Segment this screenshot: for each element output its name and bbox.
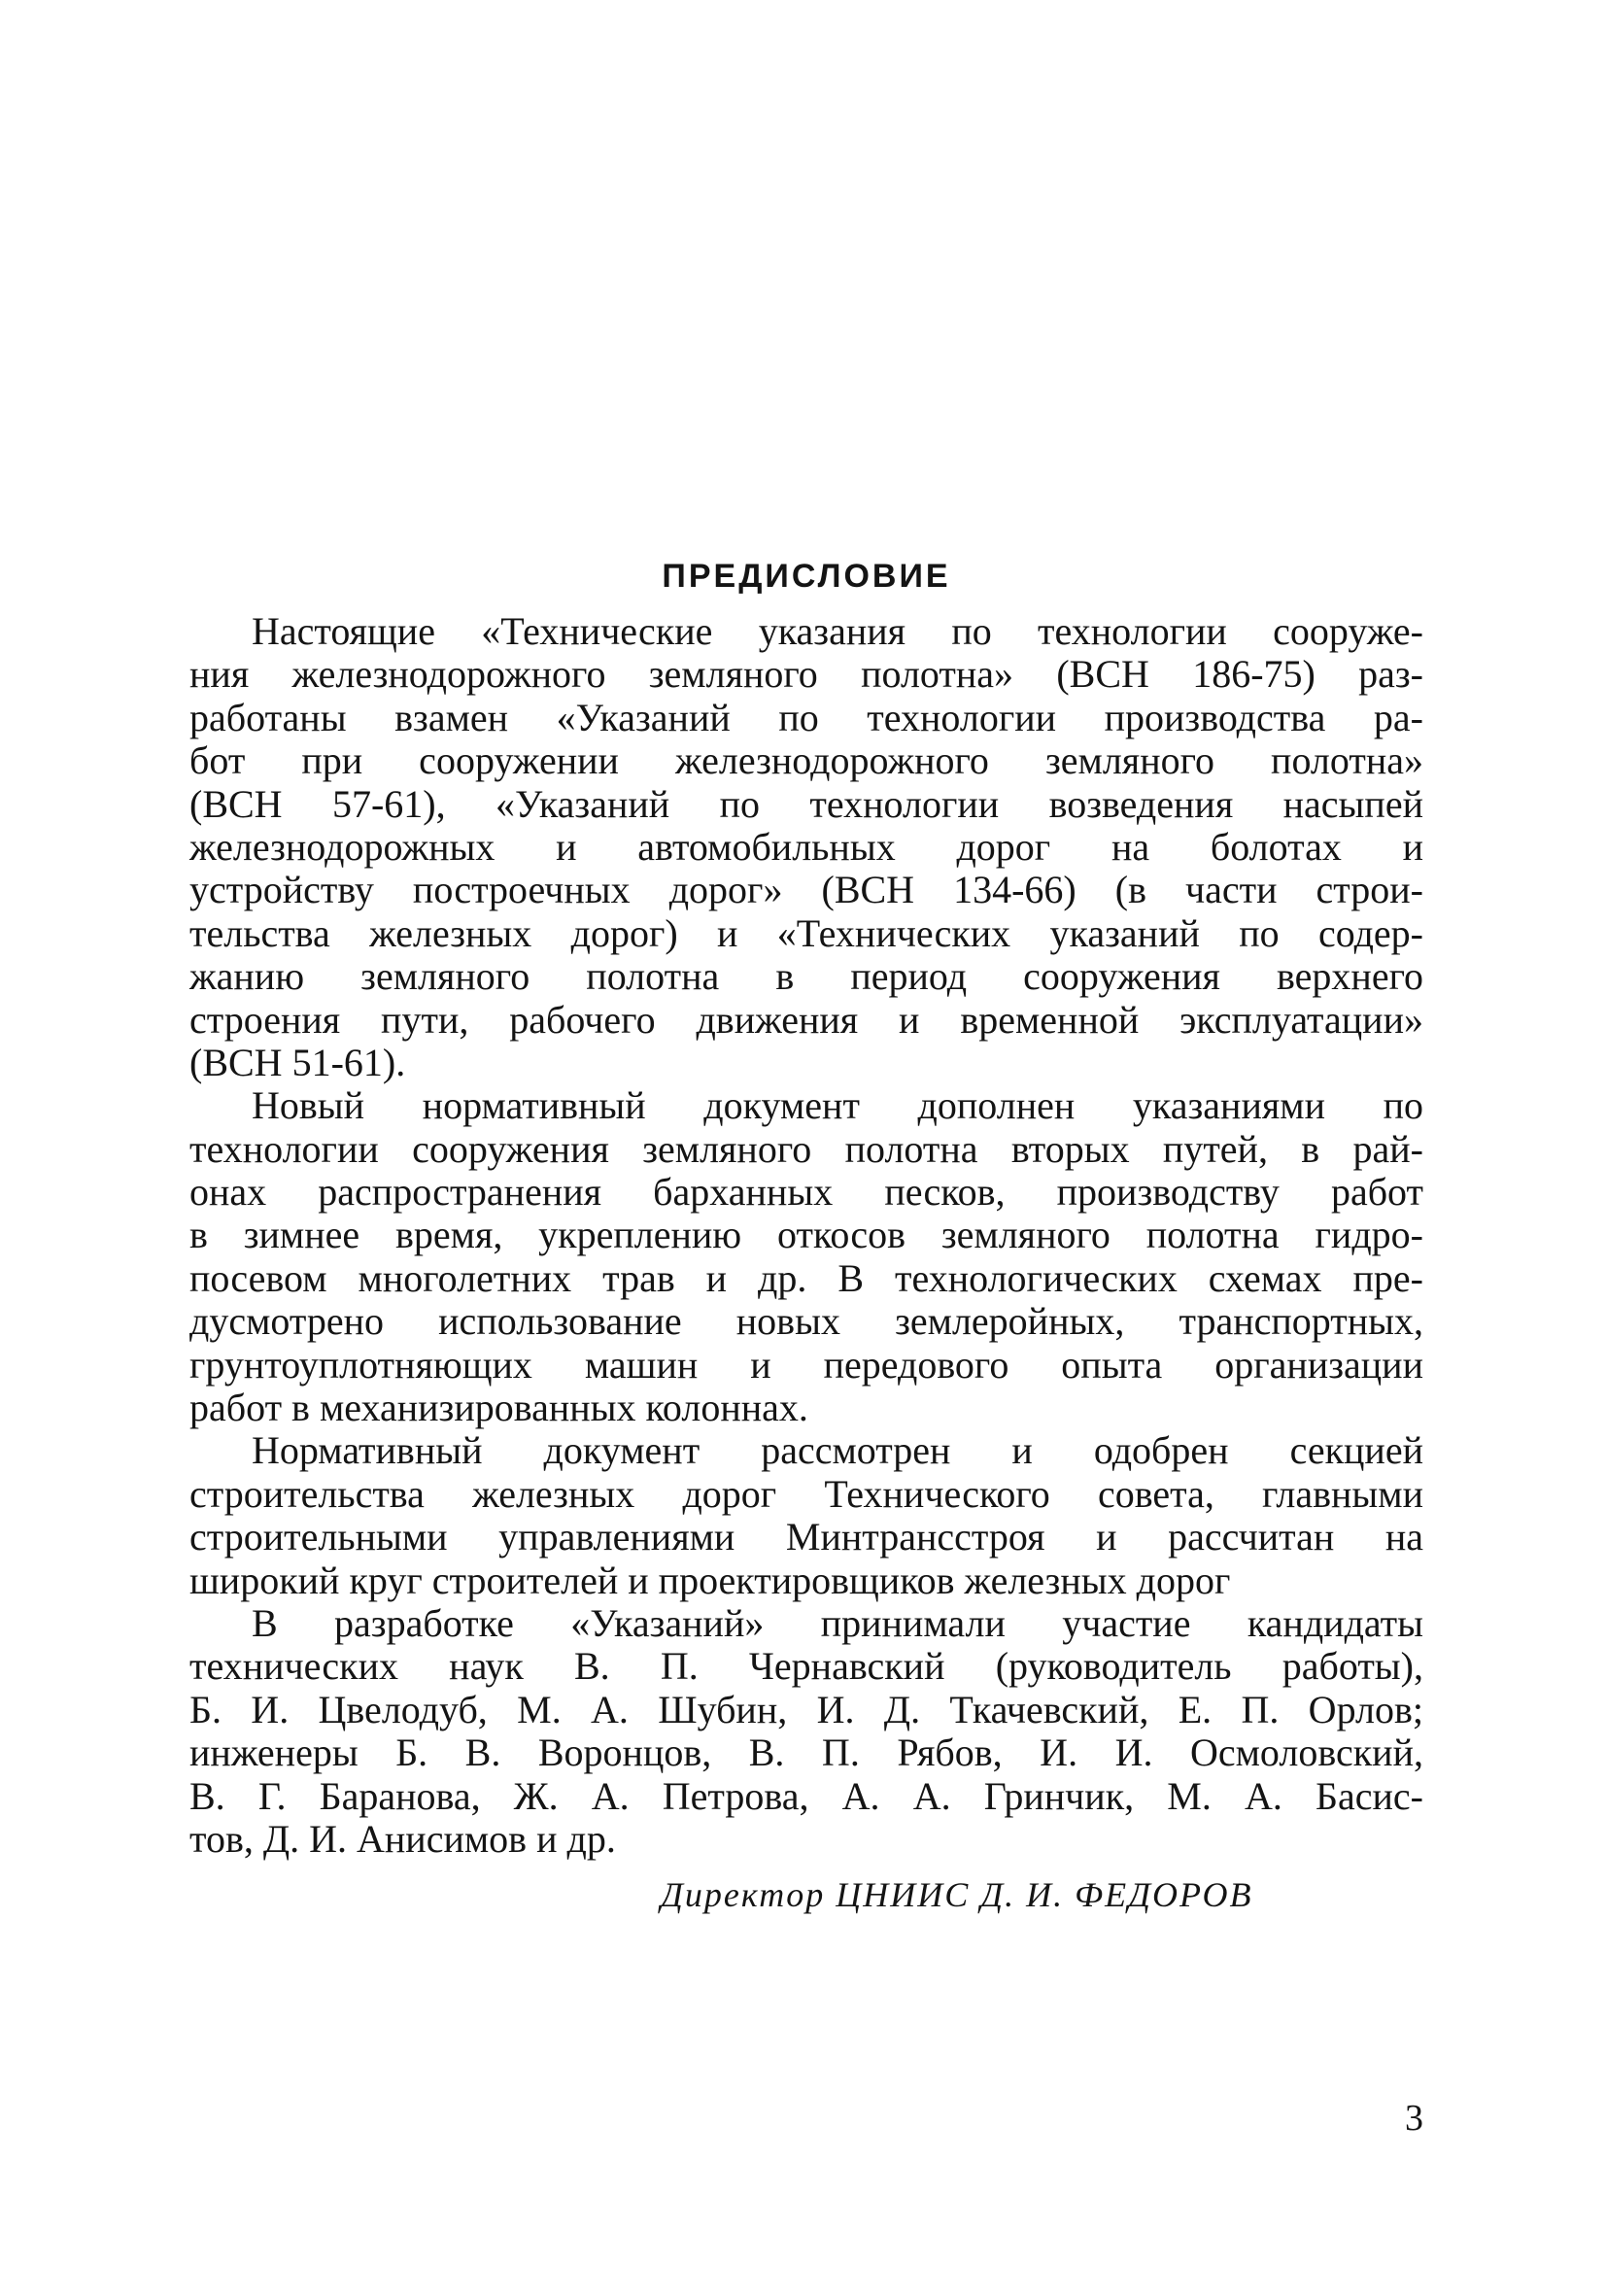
text-line: тов, Д. И. Анисимов и др. <box>189 1816 616 1861</box>
text-line: строительства железных дорог Технического совета, главными <box>189 1471 1423 1516</box>
text-line: дусмотрено использование новых землеройных, транспортных, <box>189 1299 1423 1344</box>
text-line: посевом многолетних трав и др. В технологических схемах пре- <box>189 1255 1423 1300</box>
paragraph-2 <box>189 1084 1423 1429</box>
text-line: строительными управлениями Минтрансстроя и рассчитан на <box>189 1515 1423 1559</box>
text-line: В разработке «Указаний» принимали участие кандидаты <box>252 1600 1423 1645</box>
text-line: ния железнодорожного земляного полотна» (ВСН 186-75) раз- <box>189 652 1423 697</box>
text-line: строения пути, рабочего движения и временной эксплуатации» <box>189 997 1423 1042</box>
page-number: 3 <box>1405 2098 1423 2139</box>
text-line: технологии сооружения земляного полотна вторых путей, в рай- <box>189 1126 1423 1171</box>
text-line: жанию земляного полотна в период сооружения верхнего <box>189 954 1423 999</box>
signature: Директор ЦНИИС Д. И. ФЕДОРОВ <box>661 1875 1253 1914</box>
text-line: устройству построечных дорог» (ВСН 134-66) (в части строи- <box>189 868 1423 912</box>
text-line: В. Г. Баранова, Ж. А. Петрова, А. А. Гринчик, М. А. Басис- <box>189 1773 1423 1818</box>
text-line: тельства железных дорог) и «Технических указаний по содер- <box>189 910 1423 955</box>
text-line: грунтоуплотняющих машин и передового опыта организации <box>189 1342 1423 1387</box>
text-line: Нормативный документ рассмотрен и одобрен секцией <box>252 1428 1423 1473</box>
text-line: (ВСН 51-61). <box>189 1040 406 1084</box>
text-line: Новый нормативный документ дополнен указаниями по <box>252 1083 1423 1128</box>
text-line: (ВСН 57-61), «Указаний по технологии возведения насыпей <box>189 781 1423 826</box>
text-line: инженеры Б. В. Воронцов, В. П. Рябов, И. И. Осмоловский, <box>189 1731 1423 1775</box>
text-line: Б. И. Цвелодуб, М. А. Шубин, И. Д. Ткачевский, Е. П. Орлов; <box>189 1687 1423 1731</box>
text-line: бот при сооружении железнодорожного земляного полотна» <box>189 738 1423 783</box>
text-line: работаны взамен «Указаний по технологии производства ра- <box>189 695 1423 739</box>
text-line: работ в механизированных колоннах. <box>189 1386 808 1430</box>
page-title: ПРЕДИСЛОВИЕ <box>662 558 951 595</box>
text-line: онах распространения барханных песков, производству работ <box>189 1170 1423 1215</box>
text-line: железнодорожных и автомобильных дорог на болотах и <box>189 824 1423 869</box>
paragraph-1 <box>189 610 1423 1084</box>
paragraph-3 <box>189 1429 1423 1602</box>
text-line: технических наук В. П. Чернавский (руководитель работы), <box>189 1644 1423 1689</box>
paragraph-4 <box>189 1602 1423 1861</box>
text-line: Настоящие «Технические указания по технологии сооруже- <box>252 609 1423 653</box>
text-line: широкий круг строителей и проектировщиков железных дорог <box>189 1558 1231 1602</box>
text-line: в зимнее время, укреплению откосов земляного полотна гидро- <box>189 1213 1423 1257</box>
preface-body <box>189 610 1423 1861</box>
